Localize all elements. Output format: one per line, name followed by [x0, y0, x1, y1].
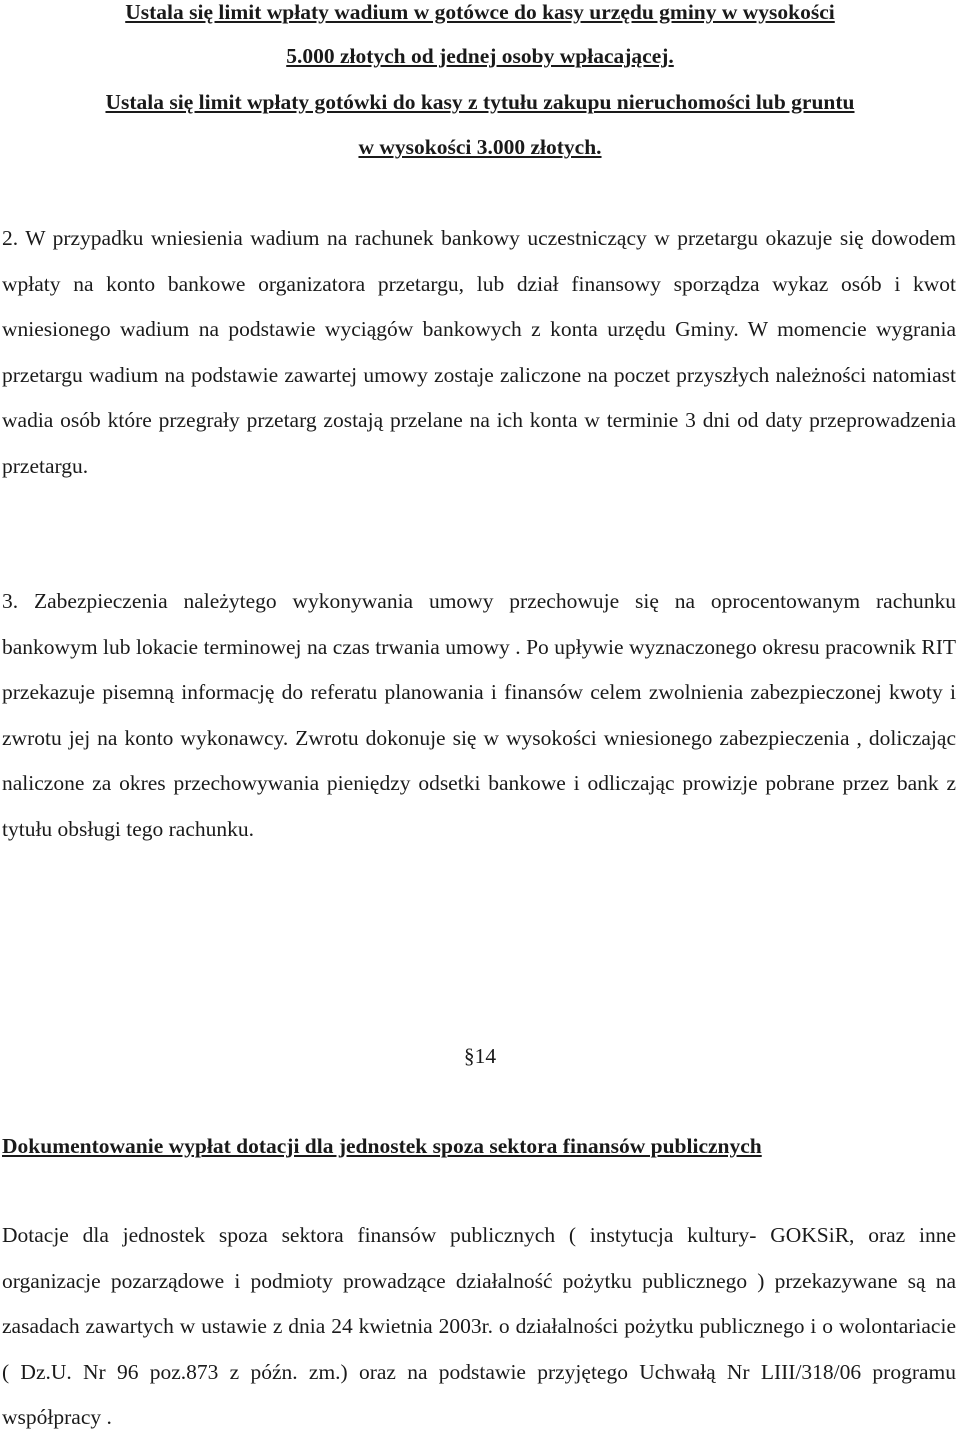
section-title: Dokumentowanie wypłat dotacji dla jednostek spoza sektora finansów publicznych: [2, 1134, 762, 1158]
section-body: Dotacje dla jednostek spoza sektora finansów publicznych ( instytucja kultury- GOKSiR, oraz inne organizacje pozarządowe i podmioty prowadzące działalność pożytku publicznego ) przekazywane są na zasadach zawartych w ustawie z dnia 24 kwietnia 2003r. o działalności pożytku publicznego i o wolontariacie ( Dz.U. Nr 96 poz.873 z późn. zm.) oraz na podstawie przyjętego Uchwałą Nr LIII/318/06 programu współpracy .: [2, 1223, 956, 1429]
paragraph-3: 3. Zabezpieczenia należytego wykonywania umowy przechowuje się na oprocentowanym rachunku bankowym lub lokacie terminowej na czas trwania umowy . Po upływie wyznaczonego okresu pracownik RIT przekazuje pisemną informację do referatu planowania i finansów celem zwolnienia zabezpieczonej kwoty i zwrotu jej na konto wykonawcy. Zwrotu dokonuje się w wysokości wniesionego zabezpieczenia , doliczając naliczone za okres przechowywania pieniędzy odsetki bankowe i odliczając prowizje pobrane przez bank z tytułu obsługi tego rachunku.: [2, 589, 956, 841]
paragraph-2: 2. W przypadku wniesienia wadium na rachunek bankowy uczestniczący w przetargu okazuje się dowodem wpłaty na konto bankowe organizatora przetargu, lub dział finansowy sporządza wykaz osób i kwot wniesionego wadium na podstawie wyciągów bankowych z konta urzędu Gminy. W momencie wygrania przetargu wadium na podstawie zawartej umowy zostaje zaliczone na poczet przyszłych należności natomiast wadia osób które przegrały przetarg zostają przelane na ich konta w terminie 3 dni od daty przeprowadzenia przetargu.: [2, 226, 956, 478]
header-line-2: 5.000 złotych od jednej osoby wpłacającej.: [286, 44, 674, 68]
header-line-1: Ustala się limit wpłaty wadium w gotówce do kasy urzędu gminy w wysokości: [125, 0, 835, 24]
header-line-3: Ustala się limit wpłaty gotówki do kasy z tytułu zakupu nieruchomości lub gruntu: [105, 90, 855, 114]
section-number: §14: [463, 1044, 497, 1068]
header-line-4: w wysokości 3.000 złotych.: [358, 135, 602, 159]
